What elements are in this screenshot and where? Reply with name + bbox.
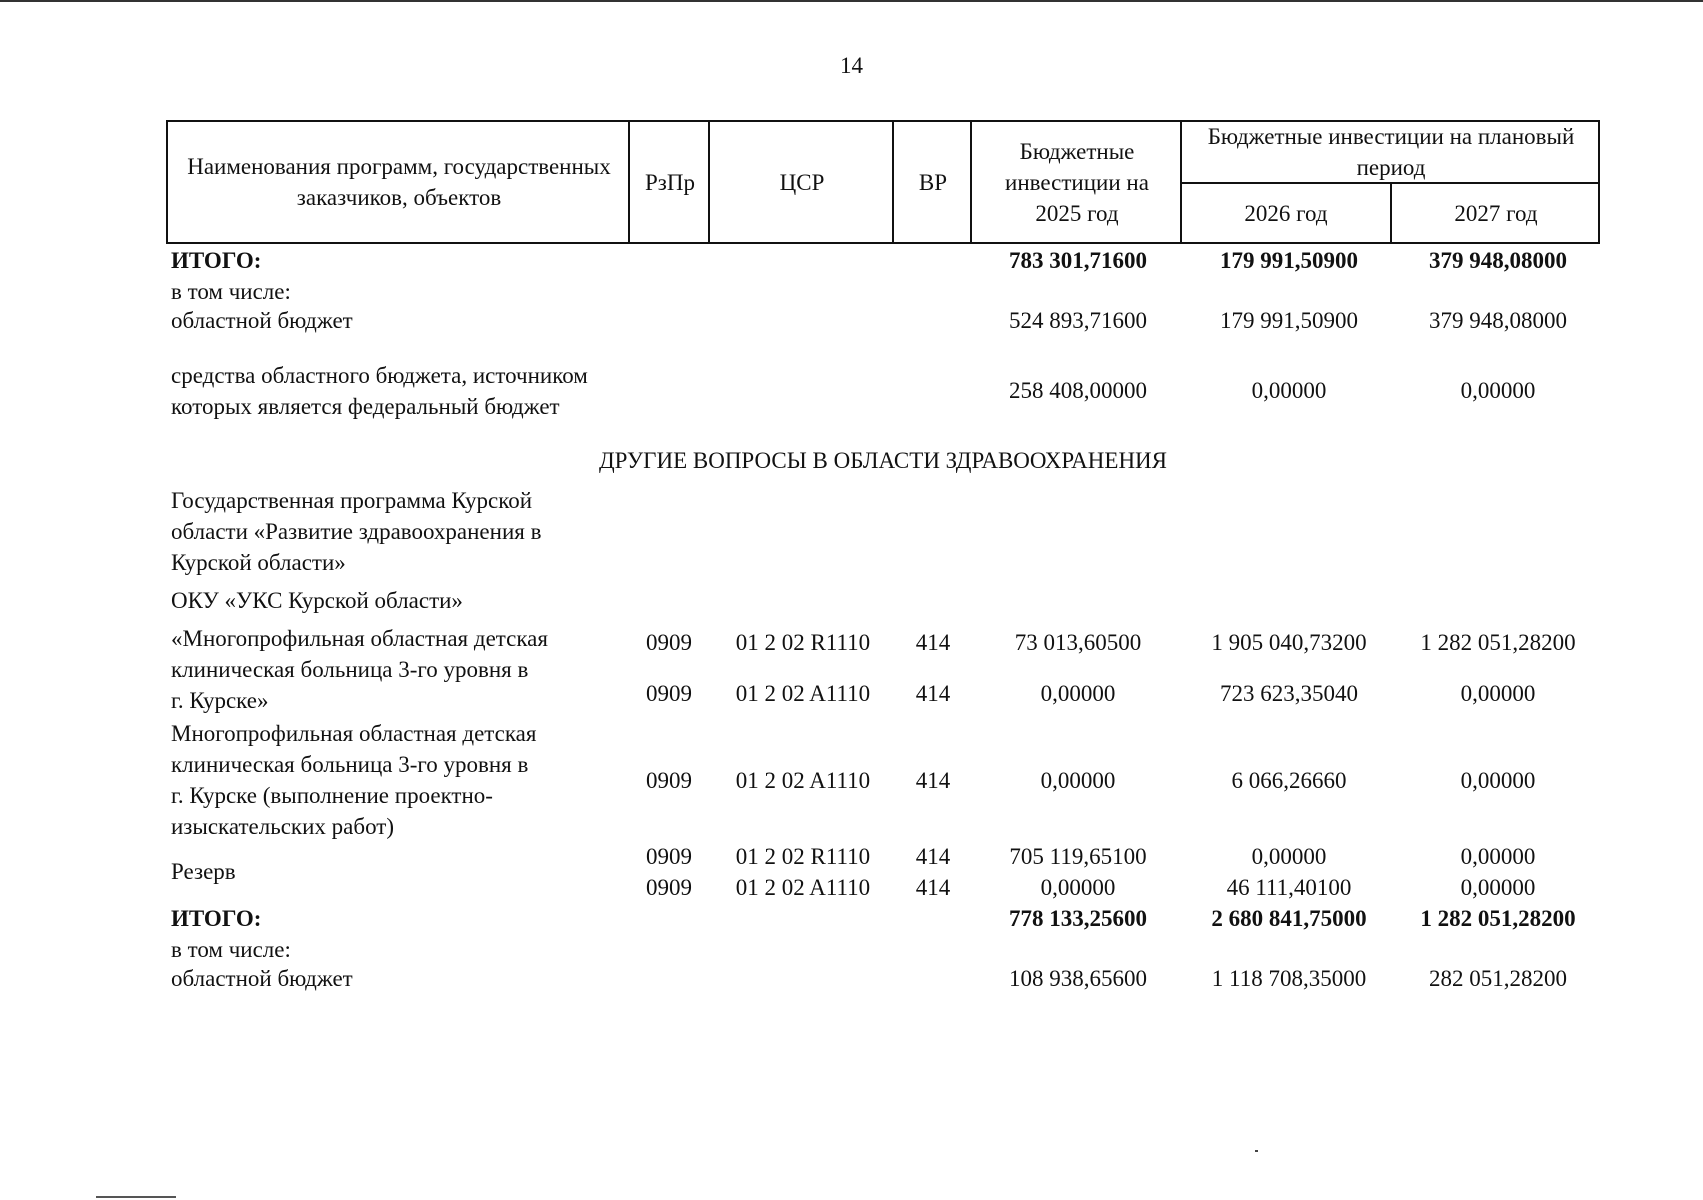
row-rzpr: 0909	[646, 768, 692, 793]
row-rzpr: 0909	[646, 875, 692, 900]
row-2025: 0,00000	[1040, 768, 1116, 793]
row-2026: 0,00000	[1251, 844, 1327, 869]
total-label: ИТОГО:	[171, 248, 262, 273]
including-label: в том числе:	[171, 937, 291, 962]
header-2026: 2026 год	[1244, 200, 1328, 226]
regional-budget-label: областной бюджет	[171, 308, 353, 333]
row-2027: 0,00000	[1460, 844, 1536, 869]
row-csr: 01 2 02 A1110	[735, 768, 871, 793]
row-2025: 0,00000	[1040, 681, 1116, 706]
regional-2026: 179 991,50900	[1220, 308, 1358, 333]
federal-source-label: средства областного бюджета, источником	[171, 363, 588, 388]
row-csr: 01 2 02 A1110	[735, 681, 871, 706]
regional-2026: 1 118 708,35000	[1211, 966, 1367, 991]
row-2026: 6 066,26660	[1231, 768, 1347, 793]
header-planned-period: Бюджетные инвестиции на плановый период	[1207, 124, 1575, 180]
regional-2025: 524 893,71600	[1009, 308, 1147, 333]
object-name: Многопрофильная областная детская	[171, 721, 537, 746]
total-label: ИТОГО:	[171, 906, 262, 931]
row-rzpr: 0909	[646, 844, 692, 869]
row-2025: 0,00000	[1040, 875, 1116, 900]
row-2027: 0,00000	[1460, 875, 1536, 900]
page-number: 14	[840, 53, 863, 78]
regional-budget-label: областной бюджет	[171, 966, 353, 991]
total-2026: 2 680 841,75000	[1211, 906, 1367, 931]
regional-2027: 282 051,28200	[1429, 966, 1567, 991]
federal-2027: 0,00000	[1460, 378, 1536, 403]
program-title: Государственная программа Курской	[171, 488, 533, 513]
row-vr: 414	[915, 844, 951, 869]
row-2026: 723 623,35040	[1220, 681, 1358, 706]
federal-2026: 0,00000	[1251, 378, 1327, 403]
row-vr: 414	[915, 875, 951, 900]
row-2026: 46 111,40100	[1226, 875, 1352, 900]
row-2027: 1 282 051,28200	[1420, 630, 1576, 655]
row-2027: 0,00000	[1460, 768, 1536, 793]
total-2025: 778 133,25600	[1009, 906, 1147, 931]
header-investments-2025: Бюджетные инвестиции на 2025 год	[1005, 138, 1149, 226]
row-vr: 414	[915, 768, 951, 793]
header-csr: ЦСР	[779, 169, 825, 195]
reserve-label: Резерв	[171, 859, 236, 884]
top-border-rule	[0, 0, 1703, 2]
object-name: г. Курске»	[171, 688, 269, 713]
header-2027: 2027 год	[1454, 200, 1538, 226]
row-2026: 1 905 040,73200	[1211, 630, 1367, 655]
object-name: «Многопрофильная областная детская	[171, 626, 548, 651]
row-2025: 705 119,65100	[1009, 844, 1147, 869]
header-rzpr: РзПр	[645, 169, 695, 195]
customer-name: ОКУ «УКС Курской области»	[171, 588, 463, 613]
header-vr: ВР	[918, 169, 948, 195]
regional-2025: 108 938,65600	[1009, 966, 1147, 991]
row-csr: 01 2 02 R1110	[735, 630, 871, 655]
total-2025: 783 301,71600	[1009, 248, 1147, 273]
scan-artifact	[1255, 1150, 1258, 1152]
total-2026: 179 991,50900	[1220, 248, 1358, 273]
object-name: клиническая больница 3-го уровня в	[171, 752, 529, 777]
scan-artifact	[96, 1196, 176, 1198]
table-header	[166, 120, 1600, 244]
regional-2027: 379 948,08000	[1429, 308, 1567, 333]
row-rzpr: 0909	[646, 630, 692, 655]
program-title: области «Развитие здравоохранения в	[171, 519, 542, 544]
row-vr: 414	[915, 630, 951, 655]
federal-2025: 258 408,00000	[1009, 378, 1147, 403]
including-label: в том числе:	[171, 279, 291, 304]
header-name-column: Наименования программ, государственных заказчиков, объектов	[187, 154, 611, 210]
object-name: изыскательских работ)	[171, 814, 394, 839]
section-title: ДРУГИЕ ВОПРОСЫ В ОБЛАСТИ ЗДРАВООХРАНЕНИЯ	[598, 448, 1168, 473]
row-csr: 01 2 02 R1110	[735, 844, 871, 869]
row-csr: 01 2 02 A1110	[735, 875, 871, 900]
row-2025: 73 013,60500	[1014, 630, 1142, 655]
row-vr: 414	[915, 681, 951, 706]
program-title: Курской области»	[171, 550, 346, 575]
total-2027: 1 282 051,28200	[1420, 906, 1576, 931]
object-name: клиническая больница 3-го уровня в	[171, 657, 529, 682]
object-name: г. Курске (выполнение проектно-	[171, 783, 493, 808]
row-2027: 0,00000	[1460, 681, 1536, 706]
total-2027: 379 948,08000	[1429, 248, 1567, 273]
row-rzpr: 0909	[646, 681, 692, 706]
federal-source-label: которых является федеральный бюджет	[171, 394, 560, 419]
